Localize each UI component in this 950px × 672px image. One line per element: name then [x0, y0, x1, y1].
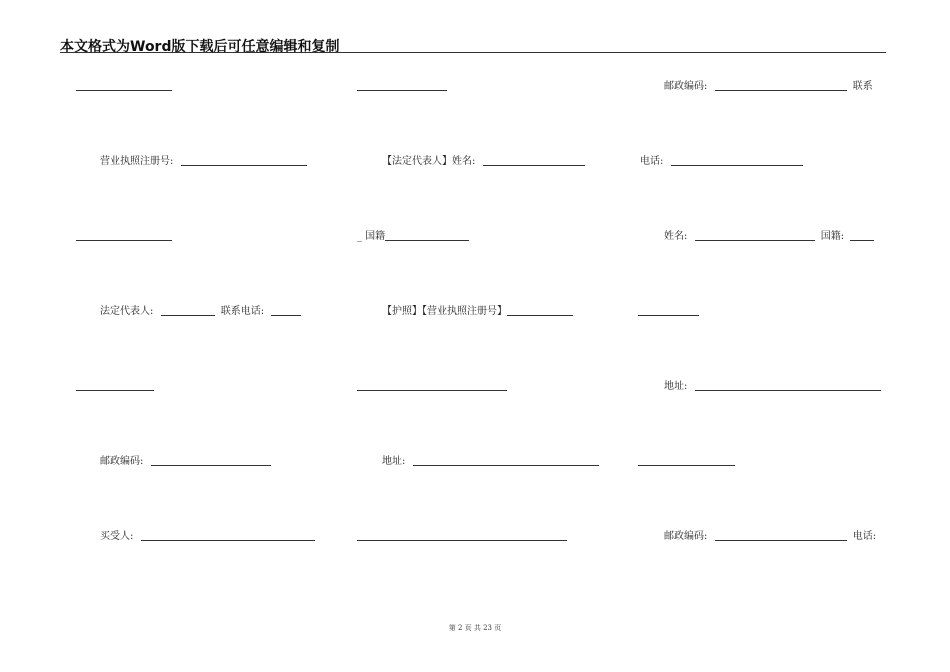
- passport-license-blank: [507, 305, 573, 316]
- nationality-label: _ 国籍: [357, 231, 386, 242]
- name-blank: [695, 230, 815, 241]
- header-divider: [60, 52, 886, 53]
- legal-rep-name-label: 【法定代表人】姓名:: [382, 156, 476, 167]
- postal-code-label: 邮政编码:: [664, 81, 708, 92]
- legal-rep-name-field: [382, 155, 585, 168]
- address-label-2: 地址:: [382, 456, 406, 467]
- phone-blank: [671, 155, 803, 166]
- buyer-field: [100, 530, 315, 543]
- postal-code-blank-3: [715, 530, 847, 541]
- legal-rep-label: 法定代表人:: [100, 306, 154, 317]
- blank-line: [638, 315, 699, 316]
- blank-line: [357, 390, 507, 391]
- phone-label: 电话:: [640, 156, 664, 167]
- address-label: 地址:: [664, 381, 688, 392]
- contact-phone-label: 联系电话:: [220, 306, 265, 317]
- legal-rep-blank: [161, 305, 215, 316]
- business-license-blank: [181, 155, 307, 166]
- contact-phone-blank: [271, 305, 301, 316]
- business-license-field: [100, 155, 307, 168]
- postal-code-field-2: [100, 455, 271, 468]
- blank-line: [76, 90, 172, 91]
- address-field-2: [382, 455, 599, 468]
- nationality-blank-2: [850, 230, 874, 241]
- passport-license-field: [382, 305, 573, 318]
- phone-label-2: 电话:: [852, 531, 877, 542]
- passport-license-label: 【护照】【营业执照注册号】: [382, 306, 507, 317]
- legal-rep-field: [100, 305, 301, 318]
- nationality-field: [357, 230, 469, 243]
- address-blank-2: [413, 455, 599, 466]
- buyer-label: 买受人:: [100, 531, 134, 542]
- blank-line: [357, 540, 567, 541]
- address-blank: [695, 380, 881, 391]
- blank-line: [357, 90, 447, 91]
- nationality-blank: [385, 230, 469, 241]
- postal-code-field: [664, 80, 873, 93]
- postal-code-phone-field: [664, 530, 876, 543]
- name-nationality-field: [664, 230, 874, 243]
- blank-line: [76, 390, 154, 391]
- postal-code-blank: [715, 80, 847, 91]
- blank-line: [76, 240, 172, 241]
- blank-line: [638, 465, 735, 466]
- document-header: 本文格式为Word版下载后可任意编辑和复制: [60, 39, 340, 55]
- buyer-blank: [141, 530, 315, 541]
- legal-rep-name-blank: [483, 155, 585, 166]
- nationality-label-2: 国籍:: [820, 231, 845, 242]
- postal-code-blank-2: [151, 455, 271, 466]
- name-label: 姓名:: [664, 231, 688, 242]
- address-field: [664, 380, 881, 393]
- postal-code-label-2: 邮政编码:: [100, 456, 144, 467]
- page-footer: 第 2 页 共 23 页: [448, 624, 502, 632]
- contact-label: 联系: [852, 81, 873, 92]
- phone-field: [640, 155, 803, 168]
- business-license-label: 营业执照注册号:: [100, 156, 174, 167]
- postal-code-label-3: 邮政编码:: [664, 531, 708, 542]
